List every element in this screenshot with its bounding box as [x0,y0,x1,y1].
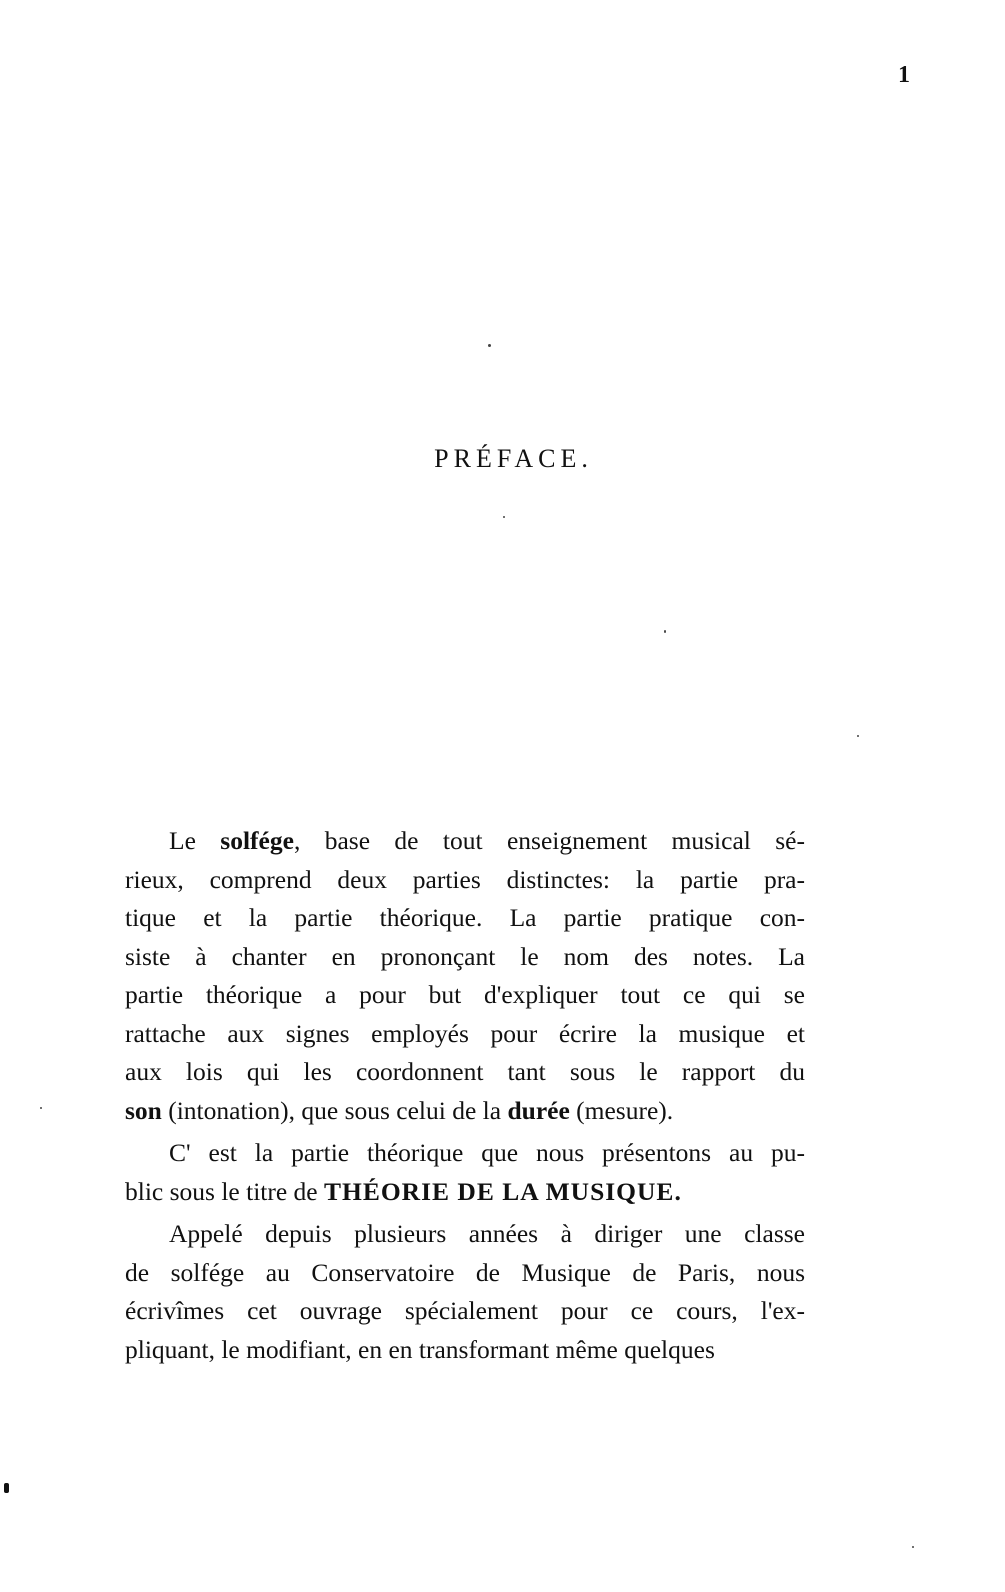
book-title: THÉORIE DE LA MUSIQUE. [324,1176,682,1206]
bold-term: son [125,1095,162,1125]
bold-term: durée [507,1095,570,1125]
body-text [125,822,805,1373]
text-line [125,861,805,900]
scan-speck [912,1546,914,1548]
text-run: écrivîmes cet ouvrage spécialement pour ce cours, l'ex- [125,1296,805,1325]
scan-speck [488,344,491,347]
text-run: tique et la partie théorique. La partie pratique con- [125,903,805,932]
scan-speck [40,1107,42,1109]
scan-speck [503,516,505,518]
text-line [125,1331,805,1370]
text-run: blic sous le titre de [125,1176,324,1206]
bold-term: solfége [220,826,294,855]
text-line [125,822,805,861]
text-line [125,1173,805,1212]
text-run: (mesure). [569,1095,674,1125]
text-run: , base de tout enseignement musical sé- [293,826,805,855]
text-run: Appelé depuis plusieurs années à diriger une classe [169,1219,805,1248]
text-run: pliquant, le modifiant, en en transformant même quelques [125,1334,715,1364]
text-run: (intonation), que sous celui de la [161,1095,508,1125]
page-title: PRÉFACE. [434,444,593,473]
scan-speck [857,735,859,737]
paragraph [125,822,805,1130]
text-run: partie théorique a pour but d'expliquer tout ce qui se [125,980,805,1009]
scan-speck [664,630,666,633]
text-line [125,899,805,938]
text-line [125,976,805,1015]
text-run: Le [169,826,221,855]
text-line [125,1053,805,1092]
text-line [125,1092,805,1131]
text-line [125,1254,805,1293]
text-line [125,1015,805,1054]
text-run: aux lois qui les coordonnent tant sous le rapport du [125,1057,805,1086]
text-line [125,938,805,977]
text-line [125,1134,805,1173]
paragraph [125,1134,805,1211]
text-run: rieux, comprend deux parties distinctes: la partie pra- [125,864,805,894]
scan-speck [4,1483,9,1493]
text-line [125,1292,805,1331]
paragraph [125,1215,805,1369]
text-run: rattache aux signes employés pour écrire la musique et [125,1018,805,1048]
text-line [125,1215,805,1254]
page-number: 1 [898,62,910,88]
text-run: siste à chanter en prononçant le nom des notes. La [125,941,805,971]
text-run: de solfége au Conservatoire de Musique de Paris, nous [125,1257,805,1287]
text-run: C' est la partie théorique que nous présentons au pu- [169,1138,805,1167]
